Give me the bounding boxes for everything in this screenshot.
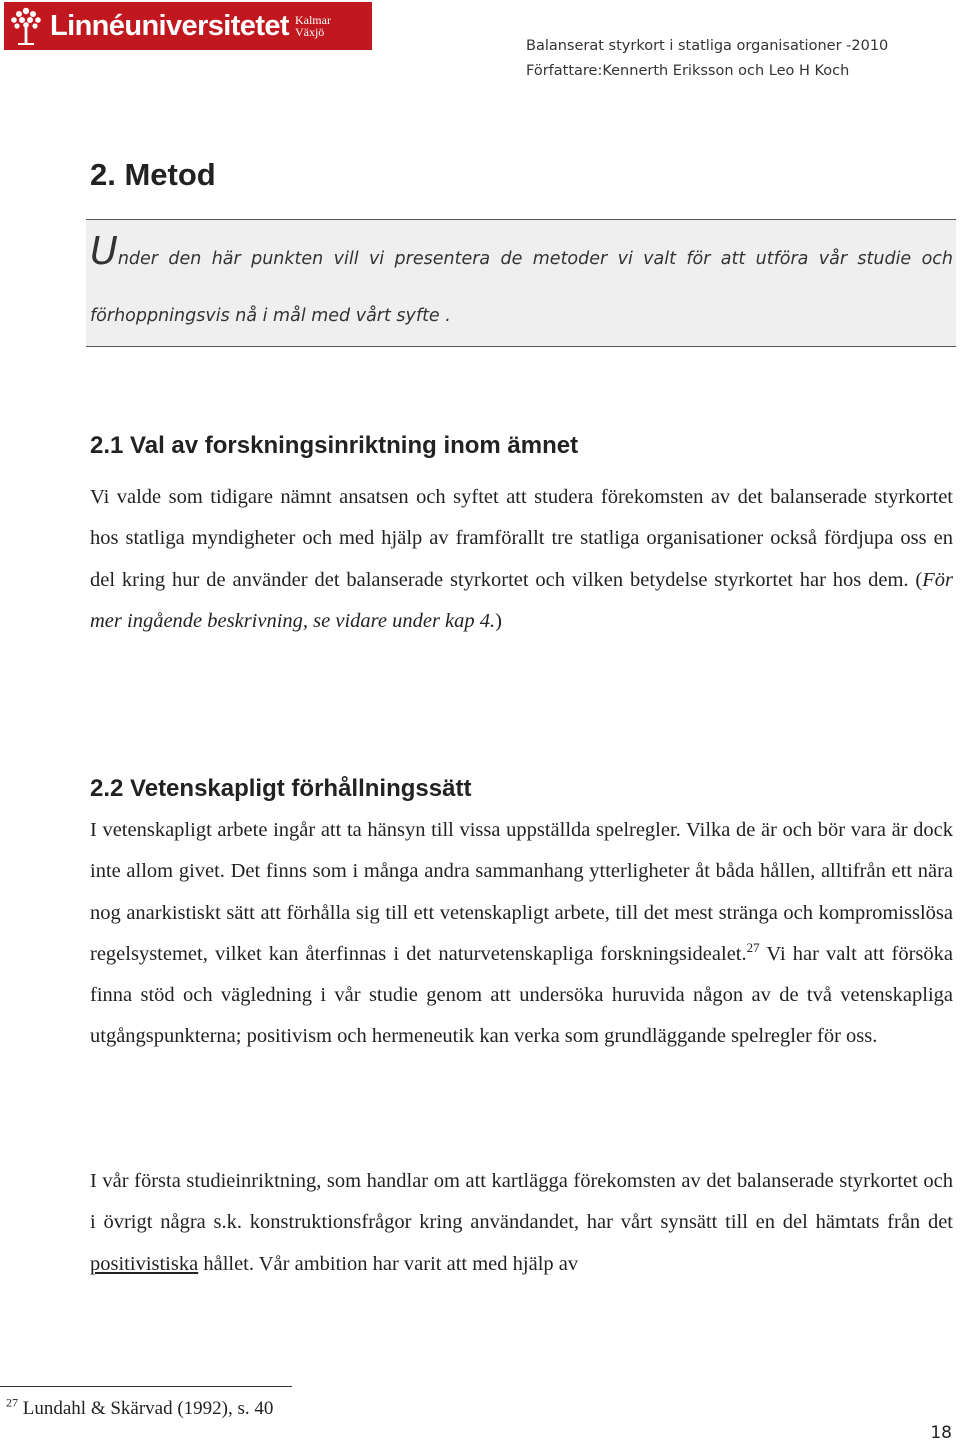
section-2-2-paragraph-1	[90, 810, 953, 1058]
running-header	[526, 34, 888, 84]
section-2-2-p2-rest: hållet. Vår ambition har varit att med hjälp av	[203, 1252, 579, 1275]
logo-name: Linnéuniversitetet	[50, 9, 289, 42]
logo-campus-kalmar: Kalmar	[294, 13, 331, 27]
intro-line-1	[90, 229, 953, 273]
logo-campuses	[295, 14, 331, 38]
document-title: Balanserat styrkort i statliga organisationer -2010	[526, 38, 889, 54]
section-2-2-p1-text: I vetenskapligt arbete ingår att ta hänsyn till vissa uppställda spelregler. Vilka de är och bör vara är dock inte allom givet. Det finns som i många andra sammanhang ytterligheter åt båda hållen, alltifrån ett nära nog anarkistiskt sätt att förhålla sig till ett vetenskapligt arbete, till det mest stränga och kompromisslösa regelsystemet, vilket kan återfinnas i det naturvetenskapliga forskningsidealet.	[90, 819, 953, 965]
section-2-2-p2-text: I vår första studieinriktning, som handlar om att kartlägga förekomsten av det balanserade styrkortet och i övrigt några s.k. konstruktionsfrågor kring användandet, har vårt synsätt till en del hämtats från det	[90, 1170, 953, 1234]
intro-dropcap: U	[90, 229, 118, 273]
section-2-1-text: Vi valde som tidigare nämnt ansatsen och syftet att studera förekomsten av det balanserade styrkortet hos statliga myndigheter och med hjälp av framförallt tre statliga organisationer också fördjupa oss en del kring hur de använder det balanserade styrkortet och vilken betydelse styrkortet har hos dem.	[90, 486, 953, 591]
underlined-term: positivistiska	[90, 1252, 199, 1275]
section-2-1-paragraph	[90, 477, 953, 642]
chapter-intro-box	[86, 219, 956, 347]
section-2-2-heading: 2.2 Vetenskapligt förhållningssätt	[90, 775, 472, 802]
section-2-2-p1-rest: Vi har valt att försöka finna stöd och vägledning i vår studie genom att undersöka huruvida någon av de två vetenskapliga utgångspunkterna; positivism och hermeneutik kan verka som grundläggande spelregler för oss.	[90, 942, 953, 1048]
footnote-text: Lundahl & Skärvad (1992), s. 40	[22, 1398, 274, 1419]
tree-logo-icon	[4, 2, 48, 50]
intro-line-2: förhoppningsvis nå i mål med vårt syfte .	[90, 306, 451, 326]
section-2-2-paragraph-2	[90, 1161, 953, 1285]
footnote-divider	[0, 1386, 292, 1387]
logo-campus-vaxjo: Växjö	[294, 25, 325, 39]
intro-line-1-text: nder den här punkten vill vi presentera de metoder vi valt för att utföra vår studie och	[117, 249, 953, 269]
section-2-1-note: För mer ingående beskrivning, se vidare under kap 4.	[90, 568, 953, 632]
section-2-1-heading: 2.1 Val av forskningsinriktning inom ämnet	[90, 432, 579, 459]
page-number: 18	[930, 1423, 952, 1443]
paren-close: )	[495, 609, 502, 632]
document-authors: Författare:Kennerth Eriksson och Leo H Koch	[526, 63, 850, 79]
footnote-ref-27[interactable]: 27	[746, 940, 760, 956]
chapter-title: 2. Metod	[90, 157, 216, 192]
footnote-number: 27	[6, 1395, 18, 1410]
university-logo	[4, 2, 372, 50]
footnote-27	[6, 1395, 274, 1420]
paren-open: (	[915, 568, 923, 591]
